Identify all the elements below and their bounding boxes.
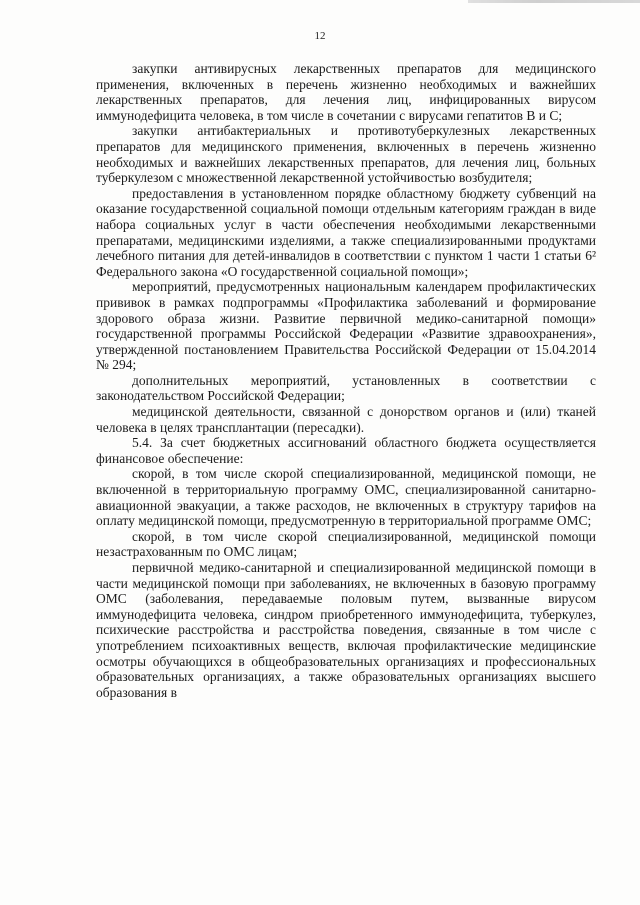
body-text bbox=[96, 61, 596, 700]
paragraph: 5.4. За счет бюджетных ассигнований областного бюджета осуществляется финансовое обеспечение: bbox=[96, 435, 596, 466]
paragraph: медицинской деятельности, связанной с донорством органов и (или) тканей человека в целях трансплантации (пересадки). bbox=[96, 404, 596, 435]
paragraph: предоставления в установленном порядке областному бюджету субвенций на оказание государственной социальной помощи отдельным категориям граждан в виде набора социальных услуг в части обеспечения необходимыми лекарственными препаратами, медицинскими изделиями, а также специализированными продуктами лечебного питания для детей-инвалидов в соответствии с пунктом 1 части 1 статьи 6² Федерального закона «О государственной социальной помощи»; bbox=[96, 185, 596, 279]
paragraph: закупки антибактериальных и противотуберкулезных лекарственных препаратов для медицинского применения, включенных в перечень жизненно необходимых и важнейших лекарственных препаратов, для лечения лиц, больных туберкулезом с множественной лекарственной устойчивостью возбудителя; bbox=[96, 123, 596, 186]
paragraph: первичной медико-санитарной и специализированной медицинской помощи в части медицинской помощи при заболеваниях, не включенных в базовую программу ОМС (заболевания, передаваемые половым путем, вызванные вирусом иммунодефицита человека, синдром приобретенного иммунодефицита, туберкулез, психические расстройства и расстройства поведения, связанные в том числе с употреблением психоактивных веществ, включая профилактические медицинские осмотры обучающихся в общеобразовательных организациях и профессиональных образовательных организациях, а также образовательных организациях высшего образования в bbox=[96, 560, 596, 700]
paragraph: скорой, в том числе скорой специализированной, медицинской помощи, не включенной в территориальную программу ОМС, специализированной санитарно-авиационной эвакуации, а также расходов, не включенных в структуру тарифов на оплату медицинской помощи, предусмотренную в территориальной программе ОМС; bbox=[96, 466, 596, 529]
scan-edge bbox=[468, 0, 640, 3]
paragraph: скорой, в том числе скорой специализированной, медицинской помощи незастрахованным по ОМС лицам; bbox=[96, 528, 596, 560]
paragraph: мероприятий, предусмотренных национальным календарем профилактических прививок в рамках подпрограммы «Профилактика заболеваний и формирование здорового образа жизни. Развитие первичной медико-санитарной помощи» государственной программы Российской Федерации «Развитие здравоохранения», утвержденной постановлением Правительства Российской Федерации от 15.04.2014 № 294; bbox=[96, 279, 596, 373]
page-number: 12 bbox=[314, 30, 326, 42]
paragraph: закупки антивирусных лекарственных препаратов для медицинского применения, включенных в перечень жизненно необходимых и важнейших лекарственных препаратов, для лечения лиц, инфицированных вирусом иммунодефицита человека, в том числе в сочетании с вирусами гепатитов В и С; bbox=[96, 61, 596, 123]
paragraph: дополнительных мероприятий, установленных в соответствии с законодательством Российской Федерации; bbox=[96, 372, 596, 404]
